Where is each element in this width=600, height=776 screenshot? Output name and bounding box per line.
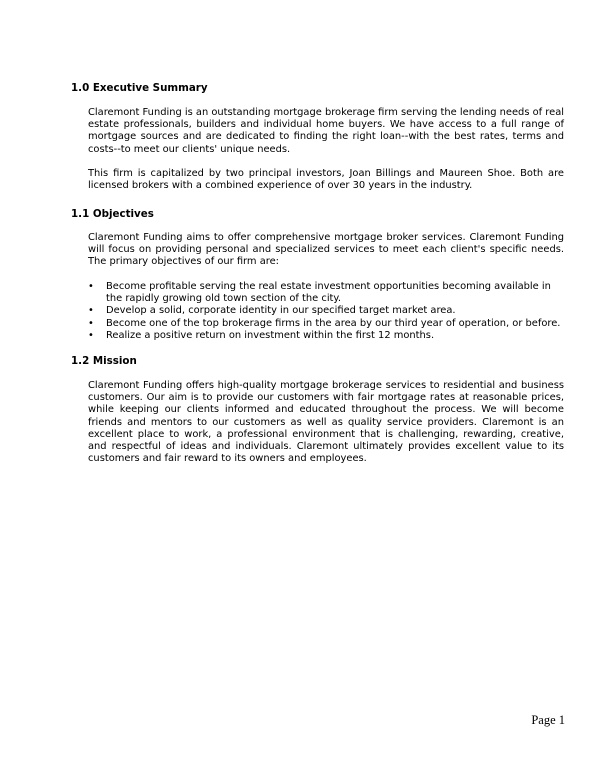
list-item [88,281,564,305]
objectives-intro-paragraph: Claremont Funding aims to offer comprehensive mortgage broker services. Claremont Funding will focus on providing personal and specialized services to meet each client's specific needs. The primary objectives of our firm are: [88,232,564,268]
bullet-icon: • [88,305,94,317]
list-item [88,330,564,342]
executive-summary-paragraph-1: Claremont Funding is an outstanding mortgage brokerage firm serving the lending needs of real estate professionals, builders and individual home buyers. We have access to a full range of mortgage sources and are dedicated to finding the right loan--with the best rates, terms and costs--to meet our clients' unique needs. [88,107,564,155]
list-item-text: Become one of the top brokerage firms in the area by our third year of operation, or before. [106,317,561,329]
executive-summary-heading: 1.0 Executive Summary [71,82,208,94]
list-item [88,305,564,317]
mission-heading: 1.2 Mission [71,355,137,367]
objectives-heading: 1.1 Objectives [71,208,154,220]
objectives-list [88,281,564,342]
page-number: Page 1 [531,713,565,727]
list-item-text: Realize a positive return on investment within the first 12 months. [106,329,435,341]
bullet-icon: • [88,281,94,292]
executive-summary-paragraph-2: This firm is capitalized by two principal investors, Joan Billings and Maureen Shoe. Both are licensed brokers with a combined experience of over 30 years in the industry. [88,168,564,192]
bullet-icon: • [88,329,94,341]
list-item-text: Become profitable serving the real estate investment opportunities becoming available in the rapidly growing old town section of the city. [106,281,551,305]
mission-paragraph: Claremont Funding offers high-quality mortgage brokerage services to residential and business customers. Our aim is to provide our customers with fair mortgage rates at reasonable prices, while keeping our clients informed and educated throughout the process. We will become friends and mentors to our customers as well as quality service providers. Claremont is an excellent place to work, a professional environment that is challenging, rewarding, creative, and respectful of ideas and individuals. Claremont ultimately provides excellent value to its customers and fair reward to its owners and employees. [88,380,564,465]
list-item-text: Develop a solid, corporate identity in our specified target market area. [106,305,456,317]
bullet-icon: • [88,317,94,329]
list-item [88,318,564,330]
